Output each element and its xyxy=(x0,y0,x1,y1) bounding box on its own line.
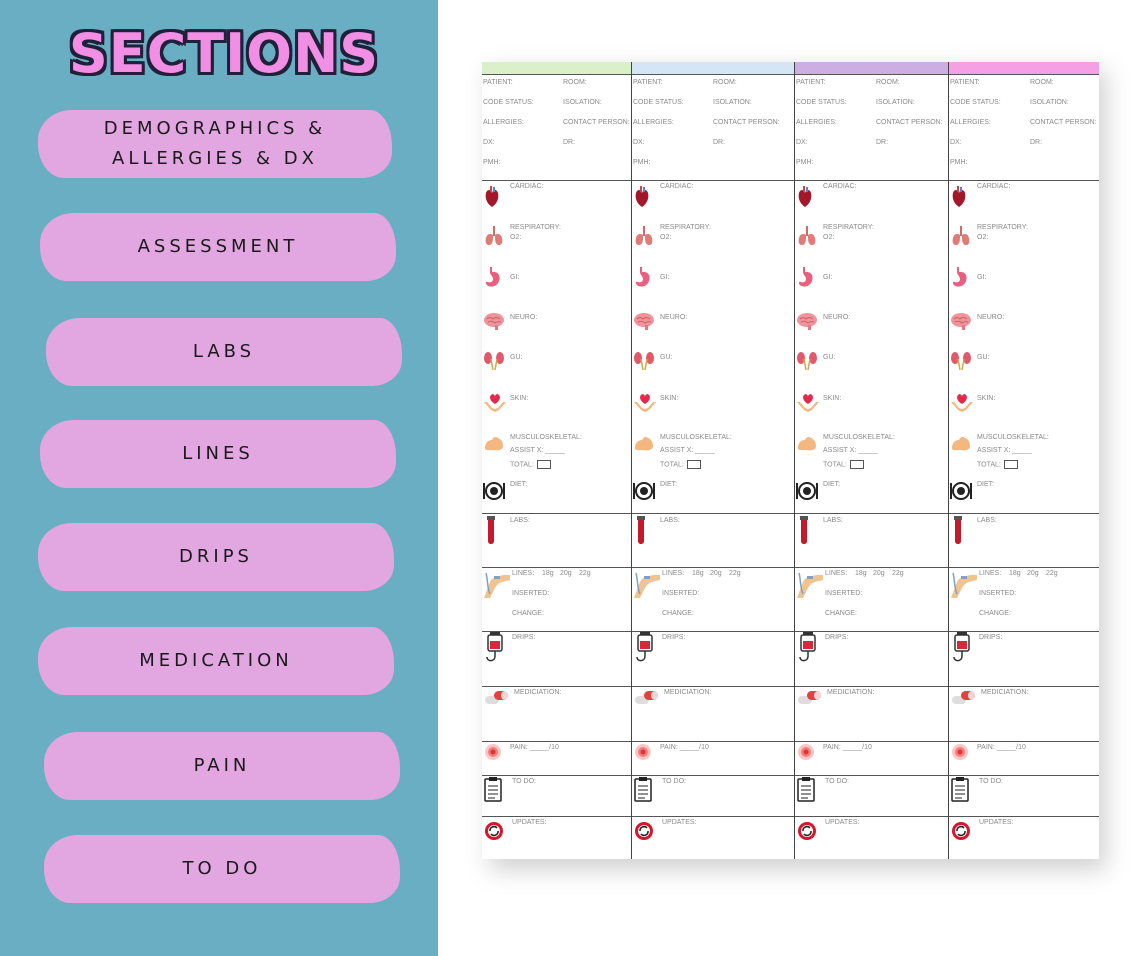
field-label-room: ROOM: xyxy=(713,79,737,86)
kidneys-icon xyxy=(483,350,505,372)
field-label-updates: UPDATES: xyxy=(662,819,697,826)
section-divider xyxy=(482,686,631,687)
field-label-g18: 18g xyxy=(855,570,867,577)
section-divider xyxy=(482,816,631,817)
field-label-pmh: PMH: xyxy=(950,159,968,166)
field-label-lines: LINES: xyxy=(512,570,535,577)
field-label-change: CHANGE: xyxy=(512,610,544,617)
refresh-icon xyxy=(484,821,504,841)
lungs-icon xyxy=(950,225,972,247)
section-divider xyxy=(795,567,948,568)
field-label-todo: TO DO: xyxy=(979,778,1003,785)
field-label-change: CHANGE: xyxy=(979,610,1011,617)
field-label-change: CHANGE: xyxy=(662,610,694,617)
lungs-icon xyxy=(633,225,655,247)
field-label-dx: DX: xyxy=(796,139,808,146)
section-divider xyxy=(795,816,948,817)
field-label-todo: TO DO: xyxy=(662,778,686,785)
iv-bag-icon xyxy=(634,632,656,666)
field-label-pain: PAIN: _____/10 xyxy=(510,744,559,751)
section-pill-labs xyxy=(46,318,402,386)
field-label-labs: LABS: xyxy=(977,517,997,524)
field-label-inserted: INSERTED: xyxy=(662,590,700,597)
refresh-icon xyxy=(634,821,654,841)
field-label-patient: PATIENT: xyxy=(950,79,980,86)
field-label-total: TOTAL: xyxy=(510,460,551,469)
pill-label: DEMOGRAPHICS & xyxy=(103,118,327,139)
field-label-neuro: NEURO: xyxy=(977,314,1005,321)
field-label-diet: DIET: xyxy=(823,481,841,488)
field-label-code-status: CODE STATUS: xyxy=(796,99,847,106)
field-label-o2: O2: xyxy=(660,234,672,241)
iv-arm-icon xyxy=(632,570,662,600)
field-label-musculoskeletal: MUSCULOSKELETAL: xyxy=(823,434,895,441)
field-label-drips: DRIPS: xyxy=(662,634,686,641)
pill-label: DRIPS xyxy=(179,546,253,567)
pill-label: ALLERGIES & DX xyxy=(112,148,318,169)
field-label-labs: LABS: xyxy=(823,517,843,524)
field-label-room: ROOM: xyxy=(876,79,900,86)
field-label-cardiac: CARDIAC: xyxy=(660,183,694,190)
kidneys-icon xyxy=(633,350,655,372)
field-label-isolation: ISOLATION: xyxy=(713,99,752,106)
section-divider xyxy=(949,686,1099,687)
field-label-medication: MEDICIATION: xyxy=(827,689,875,696)
field-label-o2: O2: xyxy=(823,234,835,241)
section-divider xyxy=(795,513,948,514)
field-label-g18: 18g xyxy=(1009,570,1021,577)
section-divider xyxy=(482,741,631,742)
lungs-icon xyxy=(796,225,818,247)
skin-hands-icon xyxy=(633,392,657,414)
field-label-diet: DIET: xyxy=(977,481,995,488)
arm-muscle-icon xyxy=(633,434,655,452)
field-label-gi: GI: xyxy=(977,274,987,281)
brain-icon xyxy=(796,312,818,330)
pill-label: MEDICATION xyxy=(139,650,293,671)
field-label-neuro: NEURO: xyxy=(823,314,851,321)
brain-icon xyxy=(950,312,972,330)
section-divider xyxy=(795,180,948,181)
brain-icon xyxy=(483,312,505,330)
field-label-assist: ASSIST X: _____ xyxy=(823,447,878,454)
field-label-allergies: ALLERGIES: xyxy=(950,119,991,126)
section-divider xyxy=(949,180,1099,181)
pill-label: PAIN xyxy=(193,755,251,776)
section-divider xyxy=(632,567,794,568)
field-label-musculoskeletal: MUSCULOSKELETAL: xyxy=(510,434,582,441)
total-checkbox[interactable] xyxy=(537,460,551,469)
field-label-g18: 18g xyxy=(542,570,554,577)
field-label-code-status: CODE STATUS: xyxy=(483,99,534,106)
field-label-labs: LABS: xyxy=(660,517,680,524)
field-label-cardiac: CARDIAC: xyxy=(977,183,1011,190)
field-label-allergies: ALLERGIES: xyxy=(483,119,524,126)
field-label-gi: GI: xyxy=(660,274,670,281)
field-label-g22: 22g xyxy=(729,570,741,577)
kidneys-icon xyxy=(950,350,972,372)
column-color-bar xyxy=(632,62,794,75)
field-label-drips: DRIPS: xyxy=(512,634,536,641)
field-label-respiratory: RESPIRATORY: xyxy=(977,224,1028,231)
field-label-pmh: PMH: xyxy=(483,159,501,166)
field-label-pain: PAIN: _____/10 xyxy=(823,744,872,751)
field-label-o2: O2: xyxy=(977,234,989,241)
iv-arm-icon xyxy=(482,570,512,600)
field-label-g20: 20g xyxy=(1027,570,1039,577)
section-divider xyxy=(949,741,1099,742)
brain-icon xyxy=(633,312,655,330)
section-divider xyxy=(482,775,631,776)
section-divider xyxy=(949,775,1099,776)
field-label-labs: LABS: xyxy=(510,517,530,524)
field-label-total: TOTAL: xyxy=(823,460,864,469)
field-label-g18: 18g xyxy=(692,570,704,577)
field-label-gi: GI: xyxy=(823,274,833,281)
field-label-room: ROOM: xyxy=(1030,79,1054,86)
field-label-cardiac: CARDIAC: xyxy=(510,183,544,190)
section-divider xyxy=(949,816,1099,817)
test-tube-icon xyxy=(798,516,810,546)
section-divider xyxy=(632,741,794,742)
field-label-change: CHANGE: xyxy=(825,610,857,617)
pill-label: ASSESSMENT xyxy=(137,236,299,257)
field-label-dr: DR: xyxy=(1030,139,1043,146)
field-label-total: TOTAL: xyxy=(977,460,1018,469)
stomach-icon xyxy=(484,266,502,290)
plate-icon xyxy=(949,480,973,502)
section-pill-drips xyxy=(38,523,394,591)
sections-sidebar xyxy=(0,0,438,956)
section-divider xyxy=(795,741,948,742)
section-pill-assessment xyxy=(40,213,396,281)
section-divider xyxy=(632,686,794,687)
pill-label: TO DO xyxy=(182,858,262,879)
field-label-isolation: ISOLATION: xyxy=(1030,99,1069,106)
field-label-isolation: ISOLATION: xyxy=(876,99,915,106)
stomach-icon xyxy=(634,266,652,290)
field-label-skin: SKIN: xyxy=(977,395,996,402)
column-color-bar xyxy=(482,62,631,75)
field-label-drips: DRIPS: xyxy=(979,634,1003,641)
field-label-dr: DR: xyxy=(563,139,576,146)
field-label-lines: LINES: xyxy=(662,570,685,577)
field-label-dr: DR: xyxy=(713,139,726,146)
section-divider xyxy=(632,631,794,632)
skin-hands-icon xyxy=(483,392,507,414)
field-label-drips: DRIPS: xyxy=(825,634,849,641)
field-label-g22: 22g xyxy=(892,570,904,577)
field-label-allergies: ALLERGIES: xyxy=(796,119,837,126)
clipboard-icon xyxy=(797,776,815,802)
skin-hands-icon xyxy=(796,392,820,414)
total-checkbox[interactable] xyxy=(850,460,864,469)
field-label-neuro: NEURO: xyxy=(660,314,688,321)
section-divider xyxy=(795,775,948,776)
field-label-dx: DX: xyxy=(483,139,495,146)
pills-icon xyxy=(634,689,660,707)
field-label-contact-person: CONTACT PERSON: xyxy=(876,119,943,126)
field-label-g20: 20g xyxy=(710,570,722,577)
field-label-pmh: PMH: xyxy=(633,159,651,166)
refresh-icon xyxy=(951,821,971,841)
arm-muscle-icon xyxy=(796,434,818,452)
skin-hands-icon xyxy=(950,392,974,414)
field-label-allergies: ALLERGIES: xyxy=(633,119,674,126)
pills-icon xyxy=(951,689,977,707)
refresh-icon xyxy=(797,821,817,841)
pain-icon xyxy=(634,743,652,761)
heart-icon xyxy=(797,185,813,209)
field-label-dx: DX: xyxy=(950,139,962,146)
plate-icon xyxy=(795,480,819,502)
field-label-contact-person: CONTACT PERSON: xyxy=(1030,119,1097,126)
kidneys-icon xyxy=(796,350,818,372)
field-label-pmh: PMH: xyxy=(796,159,814,166)
arm-muscle-icon xyxy=(483,434,505,452)
patient-column xyxy=(482,62,632,859)
field-label-room: ROOM: xyxy=(563,79,587,86)
field-label-updates: UPDATES: xyxy=(979,819,1014,826)
field-label-medication: MEDICIATION: xyxy=(664,689,712,696)
field-label-lines: LINES: xyxy=(979,570,1002,577)
total-checkbox[interactable] xyxy=(1004,460,1018,469)
field-label-o2: O2: xyxy=(510,234,522,241)
field-label-respiratory: RESPIRATORY: xyxy=(510,224,561,231)
field-label-respiratory: RESPIRATORY: xyxy=(823,224,874,231)
field-label-patient: PATIENT: xyxy=(796,79,826,86)
clipboard-icon xyxy=(484,776,502,802)
stomach-icon xyxy=(951,266,969,290)
section-divider xyxy=(632,513,794,514)
section-pill-demographics xyxy=(38,110,392,178)
section-divider xyxy=(795,686,948,687)
iv-arm-icon xyxy=(795,570,825,600)
iv-arm-icon xyxy=(949,570,979,600)
field-label-updates: UPDATES: xyxy=(512,819,547,826)
field-label-total: TOTAL: xyxy=(660,460,701,469)
section-divider xyxy=(632,775,794,776)
field-label-updates: UPDATES: xyxy=(825,819,860,826)
heart-icon xyxy=(484,185,500,209)
section-divider xyxy=(632,180,794,181)
field-label-gu: GU: xyxy=(510,354,523,361)
field-label-gu: GU: xyxy=(660,354,673,361)
iv-bag-icon xyxy=(797,632,819,666)
field-label-inserted: INSERTED: xyxy=(979,590,1017,597)
field-label-g22: 22g xyxy=(579,570,591,577)
pain-icon xyxy=(484,743,502,761)
pills-icon xyxy=(484,689,510,707)
section-pill-todo xyxy=(44,835,400,903)
section-pill-medication xyxy=(38,627,394,695)
pain-icon xyxy=(951,743,969,761)
field-label-isolation: ISOLATION: xyxy=(563,99,602,106)
field-label-contact-person: CONTACT PERSON: xyxy=(563,119,630,126)
pill-label: LABS xyxy=(192,341,256,362)
field-label-dr: DR: xyxy=(876,139,889,146)
field-label-g20: 20g xyxy=(873,570,885,577)
field-label-gu: GU: xyxy=(977,354,990,361)
field-label-dx: DX: xyxy=(633,139,645,146)
plate-icon xyxy=(632,480,656,502)
section-divider xyxy=(949,513,1099,514)
field-label-musculoskeletal: MUSCULOSKELETAL: xyxy=(660,434,732,441)
iv-bag-icon xyxy=(951,632,973,666)
section-pill-pain xyxy=(44,732,400,800)
section-divider xyxy=(482,180,631,181)
arm-muscle-icon xyxy=(950,434,972,452)
clipboard-icon xyxy=(951,776,969,802)
iv-bag-icon xyxy=(484,632,506,666)
section-divider xyxy=(482,567,631,568)
pills-icon xyxy=(797,689,823,707)
clipboard-icon xyxy=(634,776,652,802)
pill-label: LINES xyxy=(182,443,254,464)
field-label-skin: SKIN: xyxy=(660,395,679,402)
field-label-pain: PAIN: _____/10 xyxy=(660,744,709,751)
field-label-diet: DIET: xyxy=(510,481,528,488)
field-label-skin: SKIN: xyxy=(823,395,842,402)
field-label-diet: DIET: xyxy=(660,481,678,488)
total-checkbox[interactable] xyxy=(687,460,701,469)
column-color-bar xyxy=(795,62,948,75)
lungs-icon xyxy=(483,225,505,247)
field-label-todo: TO DO: xyxy=(825,778,849,785)
field-label-pain: PAIN: _____/10 xyxy=(977,744,1026,751)
field-label-medication: MEDICIATION: xyxy=(981,689,1029,696)
field-label-contact-person: CONTACT PERSON: xyxy=(713,119,780,126)
field-label-patient: PATIENT: xyxy=(633,79,663,86)
pain-icon xyxy=(797,743,815,761)
test-tube-icon xyxy=(952,516,964,546)
field-label-code-status: CODE STATUS: xyxy=(633,99,684,106)
section-divider xyxy=(632,816,794,817)
patient-column xyxy=(632,62,795,859)
field-label-inserted: INSERTED: xyxy=(512,590,550,597)
field-label-todo: TO DO: xyxy=(512,778,536,785)
test-tube-icon xyxy=(635,516,647,546)
field-label-assist: ASSIST X: _____ xyxy=(660,447,715,454)
sections-title: SECTIONS xyxy=(68,22,380,85)
field-label-gi: GI: xyxy=(510,274,520,281)
field-label-assist: ASSIST X: _____ xyxy=(977,447,1032,454)
section-divider xyxy=(949,567,1099,568)
field-label-neuro: NEURO: xyxy=(510,314,538,321)
test-tube-icon xyxy=(485,516,497,546)
field-label-g20: 20g xyxy=(560,570,572,577)
field-label-musculoskeletal: MUSCULOSKELETAL: xyxy=(977,434,1049,441)
field-label-medication: MEDICIATION: xyxy=(514,689,562,696)
column-color-bar xyxy=(949,62,1099,75)
field-label-patient: PATIENT: xyxy=(483,79,513,86)
field-label-inserted: INSERTED: xyxy=(825,590,863,597)
plate-icon xyxy=(482,480,506,502)
section-pill-lines xyxy=(40,420,396,488)
nurse-report-sheet xyxy=(482,62,1099,859)
field-label-g22: 22g xyxy=(1046,570,1058,577)
section-divider xyxy=(482,513,631,514)
stomach-icon xyxy=(797,266,815,290)
field-label-code-status: CODE STATUS: xyxy=(950,99,1001,106)
field-label-assist: ASSIST X: _____ xyxy=(510,447,565,454)
field-label-skin: SKIN: xyxy=(510,395,529,402)
heart-icon xyxy=(951,185,967,209)
heart-icon xyxy=(634,185,650,209)
patient-column xyxy=(795,62,949,859)
field-label-respiratory: RESPIRATORY: xyxy=(660,224,711,231)
field-label-lines: LINES: xyxy=(825,570,848,577)
field-label-cardiac: CARDIAC: xyxy=(823,183,857,190)
field-label-gu: GU: xyxy=(823,354,836,361)
patient-column xyxy=(949,62,1099,859)
